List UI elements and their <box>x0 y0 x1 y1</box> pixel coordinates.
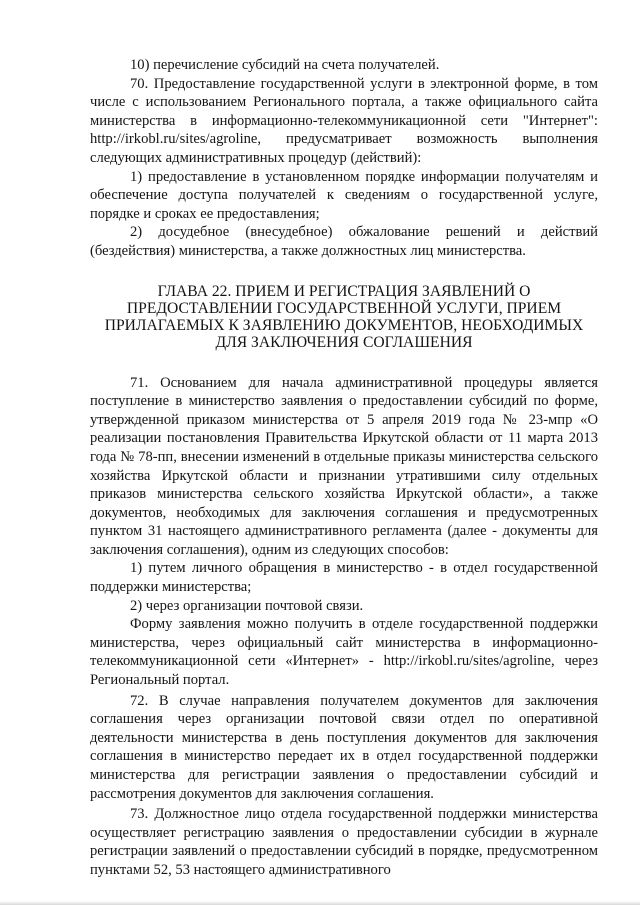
paragraph-item-10: 10) перечисление субсидий на счета получателей. <box>130 57 440 73</box>
document-page <box>90 56 598 880</box>
paragraph-form-info: Форму заявления можно получить в отделе государственной поддержки министерства, через официальный сайт министерства в информационно-телекоммуникационной сети «Интернет» - http://irkobl.ru/sites/agroline, через Региональный портал. <box>90 616 598 689</box>
paragraph-70-item-2: 2) досудебное (внесудебное) обжалование решений и действий (бездействия) министерства, а также должностных лиц министерства. <box>90 224 598 259</box>
scan-bottom-edge <box>0 901 640 905</box>
paragraph-70-item-1: 1) предоставление в установленном порядке информации получателям и обеспечение доступа получателей к сведениям о государственной услуге, порядке и сроках ее предоставления; <box>90 168 598 222</box>
paragraph-72: 72. В случае направления получателем документов для заключения соглашения через организации почтовой связи отдел по оперативной деятельности министерства в день поступления документов для заключения соглашения в министерство передает их в отдел государственной поддержки министерства для регистрации заявления о предоставлении субсидий и рассмотрения документов для заключения соглашения. <box>90 692 598 802</box>
paragraph-73: 73. Должностное лицо отдела государственной поддержки министерства осуществляет регистрацию заявления о предоставлении субсидии в журнале регистрации заявлений о предоставлении субсидий в порядке, предусмотренном пунктами 52, 53 настоящего административного <box>90 806 598 878</box>
paragraph-71-item-1: 1) путем личного обращения в министерство - в отдел государственной поддержки министерства; <box>90 560 598 596</box>
paragraph-71: 71. Основанием для начала административной процедуры является поступление в министерство заявления о предоставлении субсидий по форме, утвержденной приказом министерства от 5 апреля 2019 года № 23-мпр «О реализации постановления Правительства Иркутской области от 11 марта 2013 года № 78-пп, внесении изменений в отдельные приказы министерства сельского хозяйства Иркутской области и признании утратившими силу отдельных приказов министерства сельского хозяйства Иркутской области», а также документов, необходимых для заключения соглашения и предусмотренных пунктом 31 настоящего административного регламента (далее - документы для заключения соглашения), одним из следующих способов: <box>90 374 598 558</box>
paragraph-71-item-2: 2) через организации почтовой связи. <box>130 597 364 614</box>
paragraph-70: 70. Предоставление государственной услуги в электронной форме, в том числе с использованием Регионального портала, а также официального сайта министерства в информационно-телекоммуникационной сети "Интернет": http://irkobl.ru/sites/agroline, предусматривает возможность выполнения следующих административных процедур (действий): <box>90 75 598 166</box>
chapter-22-title: ГЛАВА 22. ПРИЕМ И РЕГИСТРАЦИЯ ЗАЯВЛЕНИЙ О ПРЕДОСТАВЛЕНИИ ГОСУДАРСТВЕННОЙ УСЛУГИ, ПРИЕМ ПРИЛАГАЕМЫХ К ЗАЯВЛЕНИЮ ДОКУМЕНТОВ, НЕОБХОДИМЫХ ДЛЯ ЗАКЛЮЧЕНИЯ СОГЛАШЕНИЯ <box>104 282 584 351</box>
